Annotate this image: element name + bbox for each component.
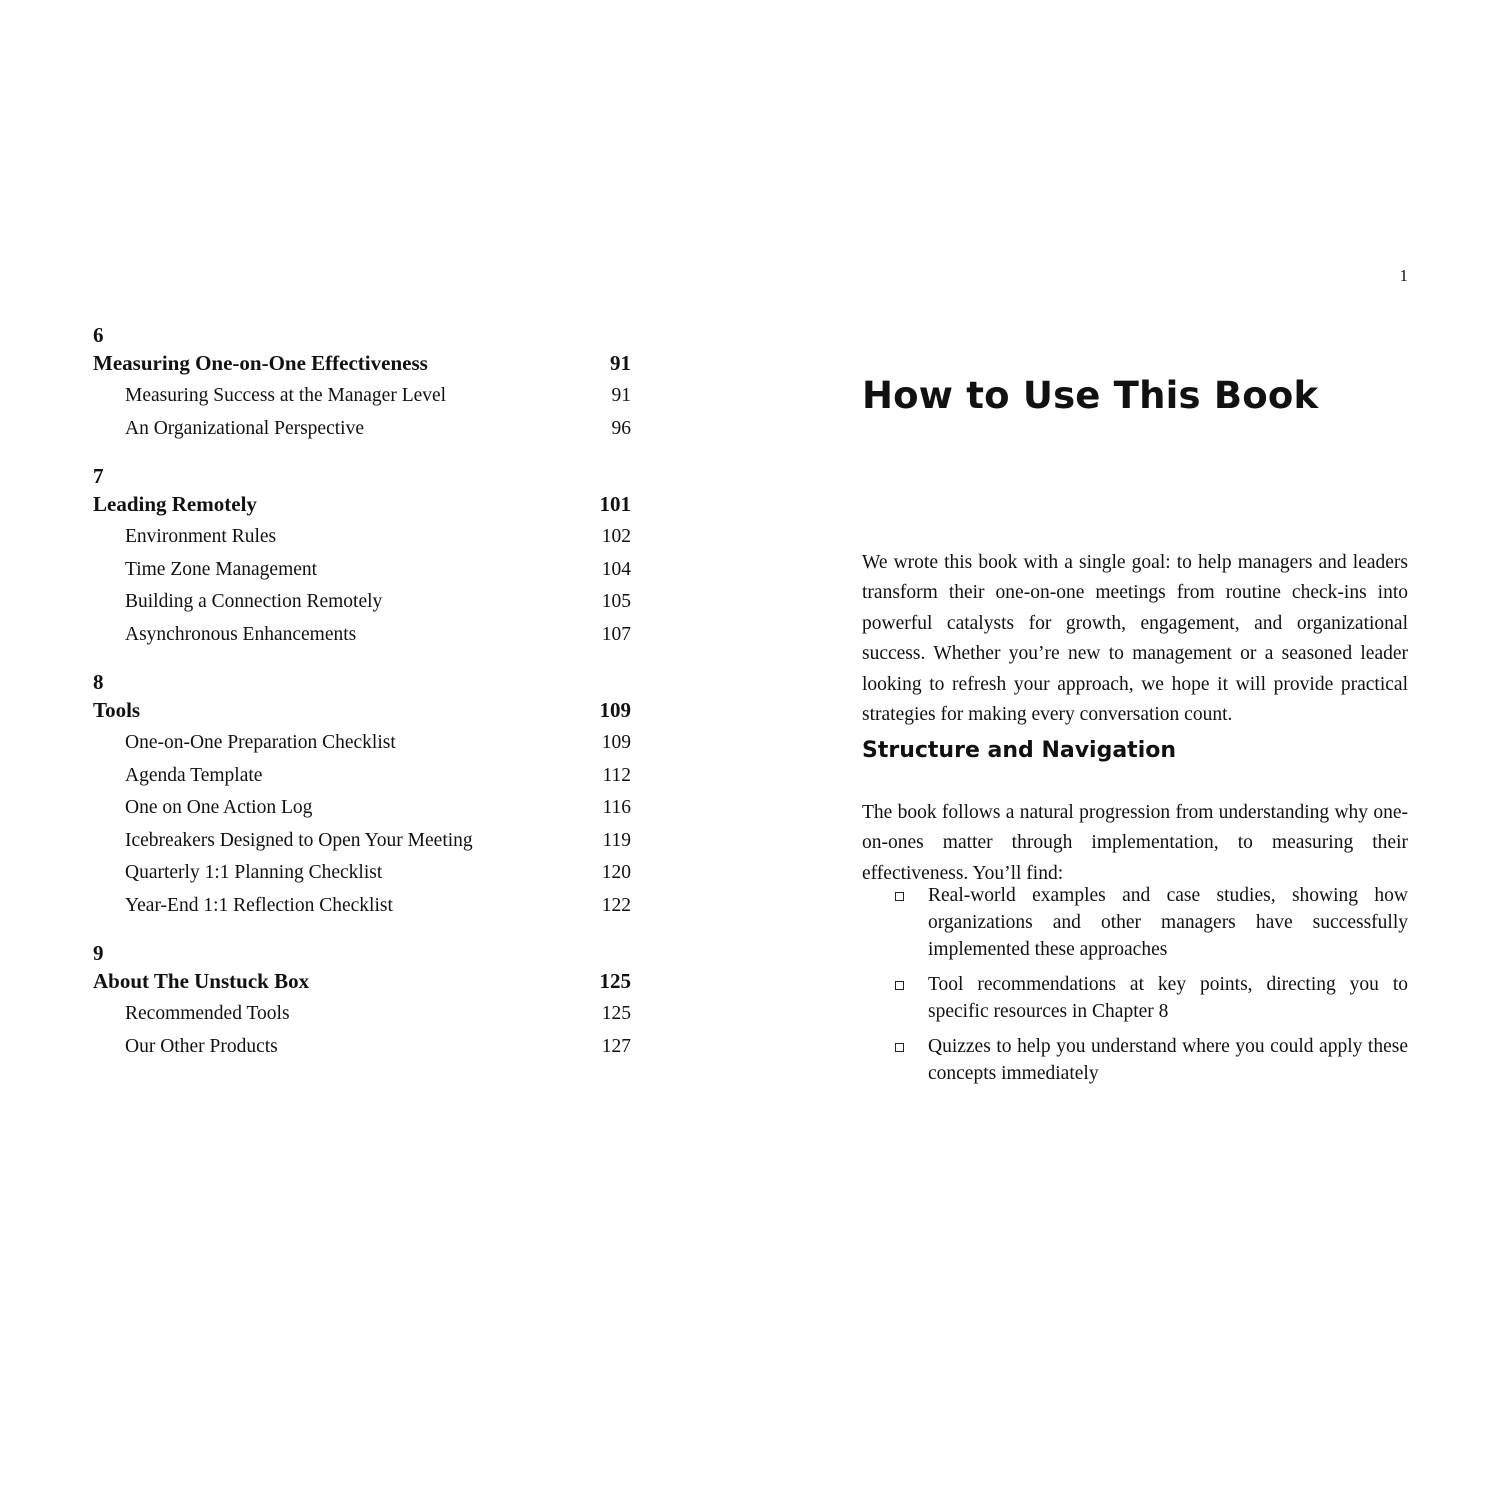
chapter-number: 8	[93, 670, 104, 694]
list-item	[862, 971, 1408, 1025]
chapter-title: Leading Remotely	[93, 492, 257, 516]
table-of-contents	[93, 322, 631, 1081]
section-page-number: 112	[602, 764, 631, 786]
section-page-number: 107	[601, 623, 631, 645]
list-item-text: Tool recommendations at key points, directing you to specific resources in Chapter 8	[928, 974, 1408, 1022]
list-item-text: Quizzes to help you understand where you could apply these concepts immediately	[928, 1036, 1408, 1084]
chapter-title: Measuring One-on-One Effectiveness	[93, 351, 428, 375]
chapter-entry[interactable]	[93, 966, 631, 996]
feature-list	[862, 882, 1408, 1095]
section-title: One-on-One Preparation Checklist	[125, 732, 396, 753]
square-bullet-icon	[895, 892, 904, 901]
section-title: Year-End 1:1 Reflection Checklist	[125, 894, 393, 916]
section-page-number: 125	[601, 1003, 631, 1024]
toc-section-entry[interactable]	[93, 792, 631, 825]
toc-section-entry[interactable]	[93, 413, 631, 446]
list-item	[862, 1033, 1408, 1087]
section-title: An Organizational Perspective	[125, 417, 364, 439]
toc-section-entry[interactable]	[93, 1031, 631, 1064]
section-title: Our Other Products	[125, 1035, 278, 1057]
section-page-number: 91	[611, 385, 631, 406]
section-heading: Structure and Navigation	[862, 738, 1177, 763]
toc-section-entry[interactable]	[93, 890, 631, 923]
section-page-number: 119	[602, 829, 631, 851]
section-title: Agenda Template	[125, 764, 263, 786]
section-page-number: 109	[601, 732, 631, 753]
toc-section-entry[interactable]	[93, 380, 631, 413]
toc-section-entry[interactable]	[93, 998, 631, 1031]
toc-chapter	[93, 669, 631, 922]
toc-section-entry[interactable]	[93, 857, 631, 890]
section-title: Time Zone Management	[125, 558, 318, 580]
section-title: Environment Rules	[125, 526, 277, 547]
page-number: 1	[1399, 266, 1408, 285]
structure-paragraph: The book follows a natural progression from understanding why one-on-ones matter through implementation, to measuring their effectiveness. You’ll find:	[862, 801, 1408, 884]
chapter-page-number: 91	[610, 351, 631, 375]
chapter-number: 7	[93, 464, 104, 488]
section-page-number: 127	[601, 1035, 631, 1057]
chapter-page-number: 101	[599, 492, 631, 516]
section-page-number: 96	[611, 417, 631, 439]
toc-section-entry[interactable]	[93, 586, 631, 619]
toc-section-entry[interactable]	[93, 727, 631, 760]
toc-section-entry[interactable]	[93, 760, 631, 793]
toc-section-entry[interactable]	[93, 554, 631, 587]
section-page-number: 120	[601, 862, 631, 883]
chapter-title: Tools	[93, 698, 141, 722]
toc-chapter	[93, 940, 631, 1063]
section-title: One on One Action Log	[125, 797, 313, 818]
section-page-number: 122	[601, 894, 631, 916]
section-page-number: 105	[601, 591, 631, 612]
section-title: Quarterly 1:1 Planning Checklist	[125, 862, 383, 883]
section-page-number: 104	[601, 558, 631, 580]
section-title: Recommended Tools	[125, 1003, 290, 1024]
chapter-page-number: 109	[599, 698, 631, 722]
chapter-number: 6	[93, 323, 104, 347]
toc-chapter	[93, 463, 631, 651]
toc-chapter	[93, 322, 631, 445]
section-title: Icebreakers Designed to Open Your Meeting	[125, 829, 473, 851]
section-title: Asynchronous Enhancements	[125, 623, 357, 645]
section-page-number: 116	[602, 797, 631, 818]
list-item	[862, 882, 1408, 963]
chapter-entry[interactable]	[93, 695, 631, 725]
chapter-title: About The Unstuck Box	[93, 969, 310, 993]
chapter-page-number: 125	[599, 969, 631, 993]
section-title: Measuring Success at the Manager Level	[125, 385, 447, 406]
section-page-number: 102	[601, 526, 631, 547]
toc-section-entry[interactable]	[93, 825, 631, 858]
chapter-number: 9	[93, 941, 104, 965]
list-item-text: Real-world examples and case studies, showing how organizations and other managers have successfully implemented these approaches	[928, 885, 1408, 960]
toc-section-entry[interactable]	[93, 619, 631, 652]
page-title: How to Use This Book	[862, 374, 1319, 417]
chapter-entry[interactable]	[93, 348, 631, 378]
square-bullet-icon	[895, 981, 904, 990]
right-page	[750, 0, 1500, 1500]
toc-section-entry[interactable]	[93, 521, 631, 554]
section-title: Building a Connection Remotely	[125, 591, 383, 612]
chapter-entry[interactable]	[93, 489, 631, 519]
intro-paragraph: We wrote this book with a single goal: to help managers and leaders transform their one-on-one meetings from routine check-ins into powerful catalysts for growth, engagement, and organizational success. Whether you’re new to management or a seasoned leader looking to refresh your approach, we hope it will provide practical strategies for making every conversation count.	[862, 551, 1408, 725]
square-bullet-icon	[895, 1043, 904, 1052]
